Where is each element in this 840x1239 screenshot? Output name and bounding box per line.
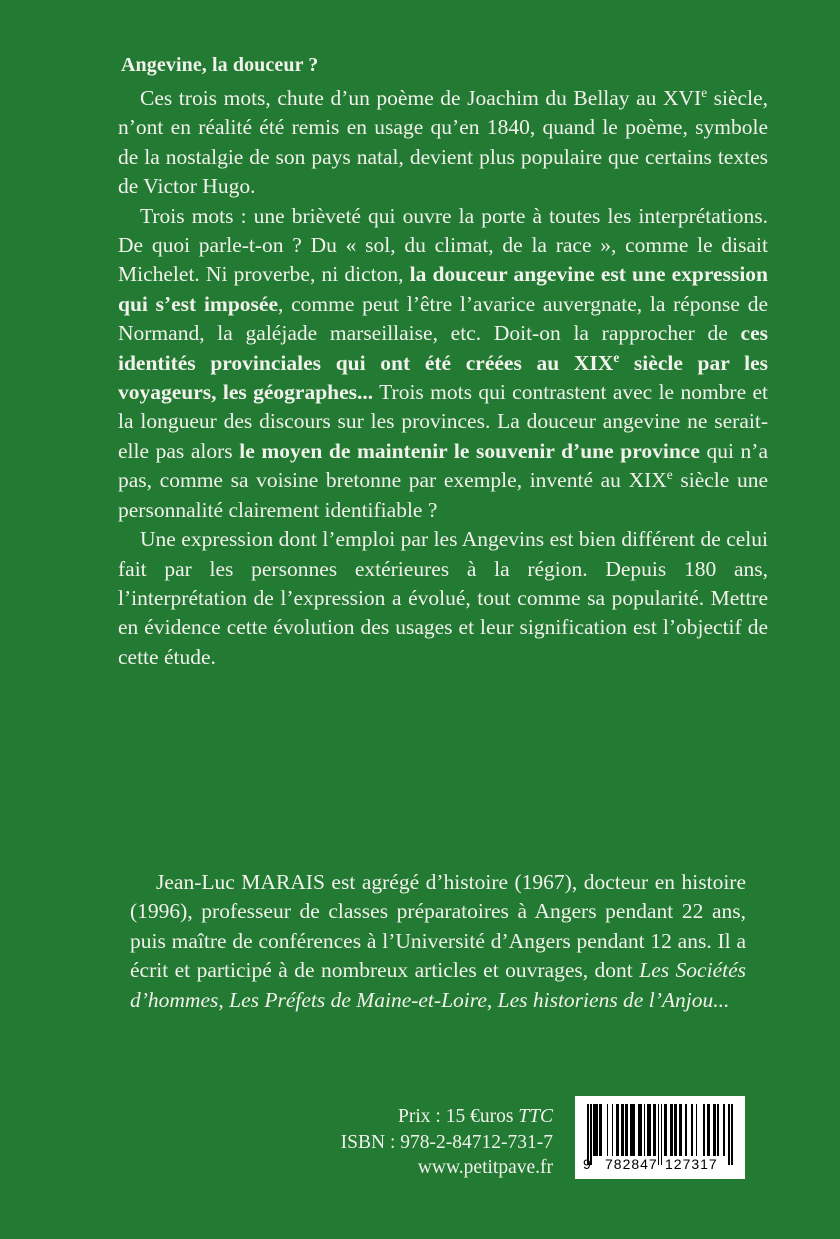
author-biography-text: Jean-Luc MARAIS est agrégé d’histoire (1967), docteur en histoire (1996), professeur de classes préparatoires à Angers pendant 22 ans, puis maître de conférences à l’Université d’Angers pendant 12 ans. Il a écrit et participé à de nombreux articles et ouvrages, dont Les Sociétés d’hommes, Les Préfets de Maine-et-Loire, Les historiens de l’Anjou...: [130, 870, 746, 1012]
author-biography-block: [130, 868, 746, 1015]
barcode-digits: [583, 1156, 737, 1174]
footer-info-block: [240, 1104, 553, 1181]
publisher-website[interactable]: www.petitpave.fr: [417, 1157, 553, 1178]
barcode: [575, 1096, 745, 1179]
barcode-group-2: 127317: [665, 1156, 718, 1172]
isbn-line: ISBN : 978-2-84712-731-7: [340, 1131, 553, 1153]
barcode-left-digit: 9: [583, 1156, 592, 1172]
barcode-bars: [587, 1104, 733, 1156]
price-label: Prix : 15 €uros: [398, 1106, 519, 1127]
barcode-group-1: 782847: [605, 1156, 658, 1172]
main-text-column: [118, 52, 768, 672]
price-ttc-label: TTC: [518, 1106, 553, 1127]
body-paragraph: Une expression dont l’emploi par les Angevins est bien différent de celui fait par les personnes extérieures à la région. Depuis 180 ans, l’interprétation de l’expression a évolué, tout comme sa popularité. Mettre en évidence cette évolution des usages et leur signification est l’objectif de cette étude.: [118, 527, 768, 669]
page-title: Angevine, la douceur ?: [121, 54, 319, 76]
price-line: [240, 1104, 553, 1130]
body-paragraph: Ces trois mots, chute d’un poème de Joachim du Bellay au XVIe siècle, n’ont en réalité été remis en usage qu’en 1840, quand le poème, symbole de la nostalgie de son pays natal, devient plus populaire que certains textes de Victor Hugo.: [118, 84, 768, 199]
body-paragraph: Trois mots : une brièveté qui ouvre la porte à toutes les interprétations. De quoi parle-t-on ? Du « sol, du climat, de la race », comme le disait Michelet. Ni proverbe, ni dicton, la douceur angevine est une expression qui s’est imposée, comme peut l’être l’avarice auvergnate, la réponse de Normand, la galéjade marseillaise, etc. Doit-on la rapprocher de ces identités provinciales qui ont été créées au XIXe siècle par les voyageurs, les géographes... Trois mots qui contrastent avec le nombre et la longueur des discours sur les provinces. La douceur angevine ne serait-elle pas alors le moyen de maintenir le souvenir d’une province qui n’a pas, comme sa voisine bretonne par exemple, inventé au XIXe siècle une personnalité clairement identifiable ?: [118, 203, 769, 522]
